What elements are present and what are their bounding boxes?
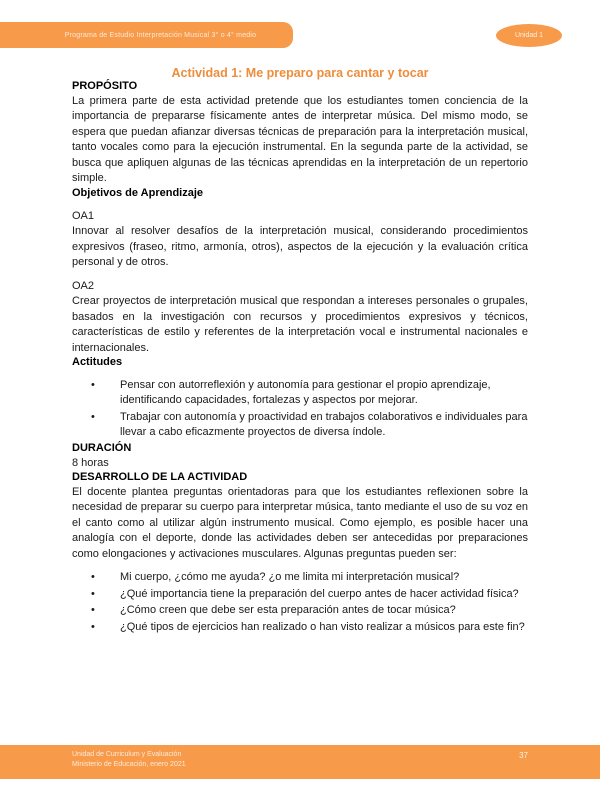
desarrollo-paragraph: El docente plantea preguntas orientadoras para que los estudiantes reflexionen sobre la necesidad de preparar su cuerpo para interpretar música, tanto mediante el uso de su voz en el canto como al utilizar algún instrumento musical. Como ejemplo, es posible hacer una analogía con el deporte, donde las actividades deben ser antecedidas por preparaciones como elongaciones y activaciones musculares. Algunas preguntas pueden ser: bbox=[72, 485, 528, 560]
duracion-value: 8 horas bbox=[72, 456, 109, 469]
desarrollo-heading: DESARROLLO DE LA ACTIVIDAD bbox=[72, 471, 248, 483]
proposito-heading: PROPÓSITO bbox=[72, 80, 138, 92]
program-badge-label: Programa de Estudio Interpretación Musical 3° o 4° medio bbox=[64, 31, 257, 39]
footer-ministry-line: Ministerio de Educación, enero 2021 bbox=[72, 761, 186, 768]
actitudes-bullet-list bbox=[72, 378, 528, 441]
oa1-paragraph: Innovar al resolver desafíos de la interpretación musical, considerando procedimientos expresivos (fraseo, ritmo, armonía, otros), aspectos de la ejecución y la evaluación crítica personal y de otros. bbox=[72, 225, 528, 268]
objetivos-heading: Objetivos de Aprendizaje bbox=[72, 186, 204, 199]
desarrollo-question-item: • Mi cuerpo, ¿cómo me ayuda? ¿o me limita mi interpretación musical? bbox=[120, 570, 528, 586]
unit-badge-label: Unidad 1 bbox=[514, 32, 544, 39]
desarrollo-question-list bbox=[72, 570, 528, 635]
page-number: 37 bbox=[519, 751, 528, 760]
desarrollo-question-item: • ¿Qué importancia tiene la preparación del cuerpo antes de hacer actividad física? bbox=[120, 587, 528, 603]
actitudes-bullet-item: • Pensar con autorreflexión y autonomía para gestionar el propio aprendizaje, identificando capacidades, fortalezas y aspectos por mejorar. bbox=[120, 378, 528, 409]
page-footer bbox=[0, 745, 600, 779]
duracion-heading: DURACIÓN bbox=[72, 441, 132, 454]
actitudes-bullet-item: • Trabajar con autonomía y proactividad en trabajos colaborativos e individuales para llevar a cabo eficazmente proyectos de diversa índole. bbox=[120, 410, 528, 441]
oa1-label: OA1 bbox=[72, 209, 95, 222]
desarrollo-question-item: • ¿Cómo creen que debe ser esta preparación antes de tocar música? bbox=[120, 603, 528, 619]
activity-title: Actividad 1: Me preparo para cantar y tocar bbox=[171, 66, 429, 80]
footer-org-line: Unidad de Curriculum y Evaluación bbox=[72, 751, 182, 758]
unit-badge bbox=[496, 24, 562, 47]
oa2-label: OA2 bbox=[72, 279, 95, 292]
actitudes-heading: Actitudes bbox=[72, 356, 123, 368]
desarrollo-question-item: • ¿Qué tipos de ejercicios han realizado o han visto realizar a músicos para este fin? bbox=[120, 620, 528, 636]
program-badge bbox=[0, 22, 293, 48]
proposito-paragraph: La primera parte de esta actividad pretende que los estudiantes tomen conciencia de la importancia de prepararse físicamente antes de interpretar música. Del mismo modo, se espera que puedan afianzar diversas técnicas de preparación para la interpretación musical, tanto vocales como para la ejecución instrumental. En la segunda parte de la actividad, se busca que apliquen algunas de las técnicas aprendidas en la interpretación de un repertorio simple. bbox=[72, 94, 528, 185]
document-body bbox=[0, 80, 600, 635]
oa2-paragraph: Crear proyectos de interpretación musical que respondan a intereses personales o grupales, basados en la investigación con recursos y procedimientos expresivos y técnicos, características de estilo y referentes de la interpretación vocal e instrumental nacionales e internacionales. bbox=[72, 295, 528, 354]
